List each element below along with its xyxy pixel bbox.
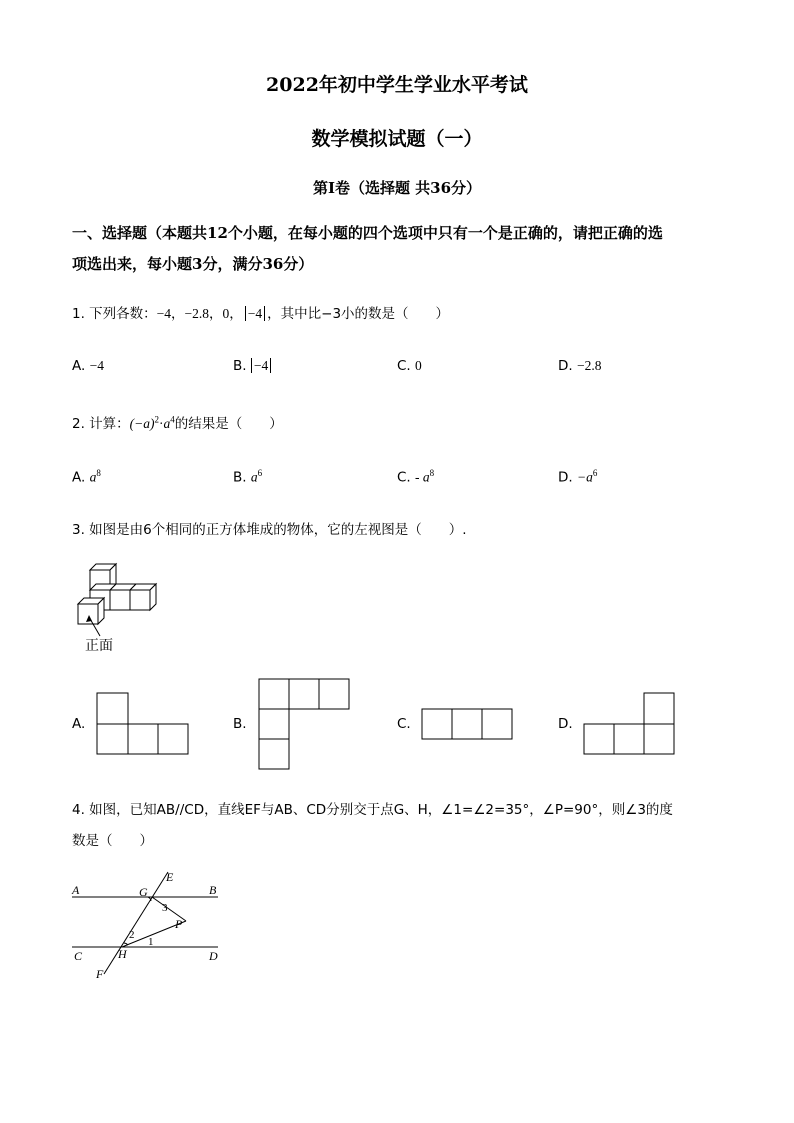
exam-title: 2022年初中学生学业水平考试 [266, 74, 528, 96]
q1-option-d-value: −2.8 [576, 358, 602, 373]
q1-option-c-value: 0 [415, 358, 422, 373]
exam-subtitle: 数学模拟试题（一） [311, 128, 483, 150]
q2-option-d-exp: 6 [592, 468, 598, 478]
q4-geometry-figure [68, 866, 228, 984]
angle-arc [124, 943, 128, 945]
question-4-line2: 数是（ ） [72, 833, 153, 849]
point-p-label: P [175, 917, 183, 931]
question-4-line1: 4. 如图，已知AB//CD，直线EF与AB、CD分别交于点G、H，∠1=∠2=35°，∠P=90°，则∠3的度 [72, 802, 673, 818]
q1-option-c-label: C. [397, 358, 411, 374]
line-ef [104, 872, 168, 974]
q3-option-d-label[interactable]: D. [558, 716, 573, 732]
q1-option-d[interactable] [558, 358, 601, 374]
q1-option-a[interactable] [72, 358, 104, 374]
point-e-label: E [166, 870, 174, 884]
q1-option-b-value: −4 [251, 358, 271, 373]
q3-option-b-label[interactable]: B. [233, 716, 247, 732]
q1-prefix: 1. 下列各数： [72, 306, 157, 322]
q1-abs-value: −4 [245, 306, 265, 321]
q2-expr-base: (−a) [129, 416, 155, 431]
q3-option-a-shape[interactable] [96, 692, 190, 756]
question-2-stem [72, 412, 283, 432]
q1-option-c[interactable] [397, 358, 422, 374]
q2-suffix: 的结果是（ ） [174, 416, 283, 432]
question-1-stem [72, 302, 449, 322]
q1-option-a-value: −4 [89, 358, 104, 373]
front-view-label: 正面 [85, 638, 113, 654]
q2-option-c[interactable] [397, 468, 434, 486]
part-title: 第I卷（选择题 共36分） [312, 179, 482, 197]
section-instructions-line2: 项选出来，每小题3分，满分36分） [72, 255, 314, 273]
q2-option-b-label: B. [233, 469, 247, 486]
q3-option-c-label[interactable]: C. [397, 716, 411, 732]
point-d-label: D [209, 949, 218, 963]
q2-option-b-exp: 6 [257, 468, 263, 478]
point-b-label: B [209, 883, 217, 897]
q1-option-a-label: A. [72, 358, 86, 374]
point-h-label: H [118, 947, 127, 961]
q2-option-a-exp: 8 [96, 468, 101, 478]
angle-3-arc [148, 897, 151, 901]
q2-option-c-label: C. [397, 469, 411, 486]
q1-option-b[interactable] [233, 358, 271, 374]
q3-option-c-shape[interactable] [421, 708, 515, 742]
q2-expr-exp1: 2 [154, 414, 160, 425]
q2-option-d-label: D. [558, 469, 573, 486]
q1-suffix: ，其中比−3小的数是（ ） [267, 306, 450, 322]
q2-expr-a: a [163, 416, 171, 431]
q2-option-d-base: −a [576, 469, 593, 485]
angle-3-label: 3 [162, 902, 168, 914]
q2-expr-dot: · [159, 416, 164, 431]
point-g-label: G [139, 885, 148, 899]
q2-option-a-label: A. [72, 469, 86, 486]
q3-option-b-shape[interactable] [258, 678, 352, 772]
point-a-label: A [72, 883, 80, 897]
q2-prefix: 2. 计算： [72, 416, 130, 432]
q1-option-b-label: B. [233, 358, 247, 374]
q2-option-c-base: - a [415, 469, 430, 485]
angle-2-label: 2 [129, 929, 135, 941]
q1-numbers: −4，−2.8，0， [156, 306, 243, 321]
q3-option-d-shape[interactable] [583, 692, 677, 756]
question-3-stem: 3. 如图是由6个相同的正方体堆成的物体，它的左视图是（ ）. [72, 522, 467, 538]
point-f-label: F [96, 967, 104, 981]
q3-option-a-label[interactable]: A. [72, 716, 86, 732]
q2-expr-exp2: 4 [170, 414, 175, 425]
q2-option-b-base: a [250, 469, 258, 485]
q1-option-d-label: D. [558, 358, 573, 374]
q2-option-a-base: a [89, 469, 97, 485]
angle-1-label: 1 [148, 936, 154, 948]
q2-option-a[interactable] [72, 468, 101, 486]
point-c-label: C [74, 949, 83, 963]
q2-option-b[interactable] [233, 468, 262, 486]
q2-option-d[interactable] [558, 468, 597, 486]
q2-option-c-exp: 8 [429, 468, 435, 478]
section-instructions-line1: 一、选择题（本题共12个小题，在每小题的四个选项中只有一个是正确的，请把正确的选 [72, 224, 663, 242]
